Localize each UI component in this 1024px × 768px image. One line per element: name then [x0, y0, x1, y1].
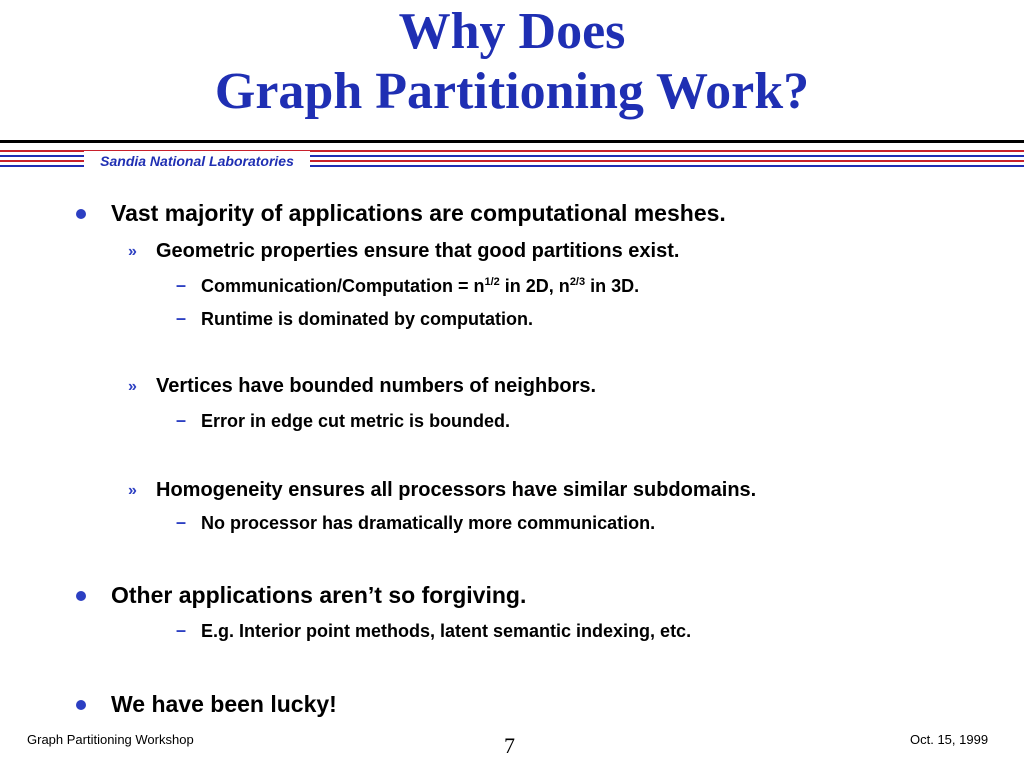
bullet-1-sub-2: Vertices have bounded numbers of neighbors. — [156, 375, 597, 397]
bullet-1-sub-2-item-1: Error in edge cut metric is bounded. — [201, 411, 511, 431]
page-number: 7 — [504, 733, 515, 758]
bullet-dot — [76, 209, 86, 219]
comm-ratio-mid: in 2D, n — [499, 276, 570, 296]
title-line-2: Graph Partitioning Work? — [214, 63, 810, 120]
sub-bullet-marker: » — [128, 243, 137, 260]
bullet-2-item-1: E.g. Interior point methods, latent semantic indexing, etc. — [201, 621, 692, 641]
dash-marker: – — [176, 620, 187, 640]
bullet-1: Vast majority of applications are computational meshes. — [111, 200, 726, 226]
bullet-dot — [76, 700, 86, 710]
dash-marker: – — [176, 275, 187, 295]
sub-bullet-marker: » — [128, 482, 137, 499]
bullet-2: Other applications aren’t so forgiving. — [111, 582, 527, 608]
footer-left: Graph Partitioning Workshop — [27, 732, 194, 747]
dash-marker: – — [176, 308, 187, 328]
slide-title — [0, 2, 1024, 122]
banner-rule-top — [0, 140, 1024, 143]
comm-ratio-text: Communication/Computation = n — [201, 276, 485, 296]
title-line-1: Why Does — [398, 3, 626, 60]
footer-right: Oct. 15, 1999 — [910, 732, 989, 747]
bullet-1-sub-1-item-1 — [201, 276, 639, 297]
bullet-1-sub-1: Geometric properties ensure that good partitions exist. — [156, 240, 680, 262]
dash-marker: – — [176, 410, 187, 430]
exponent-2d: 1/2 — [484, 276, 500, 288]
comm-ratio-end: in 3D. — [585, 276, 640, 296]
bullet-1-sub-3: Homogeneity ensures all processors have similar subdomains. — [156, 479, 757, 501]
bullet-1-sub-1-item-2: Runtime is dominated by computation. — [201, 309, 534, 329]
bullet-3: We have been lucky! — [111, 691, 337, 717]
banner-lab-name: Sandia National Laboratories — [84, 151, 310, 171]
sub-bullet-marker: » — [128, 378, 137, 395]
dash-marker: – — [176, 512, 187, 532]
sandia-banner — [0, 140, 1024, 176]
exponent-3d: 2/3 — [569, 276, 586, 288]
bullet-1-sub-3-item-1: No processor has dramatically more communication. — [201, 513, 656, 533]
bullet-dot — [76, 591, 86, 601]
